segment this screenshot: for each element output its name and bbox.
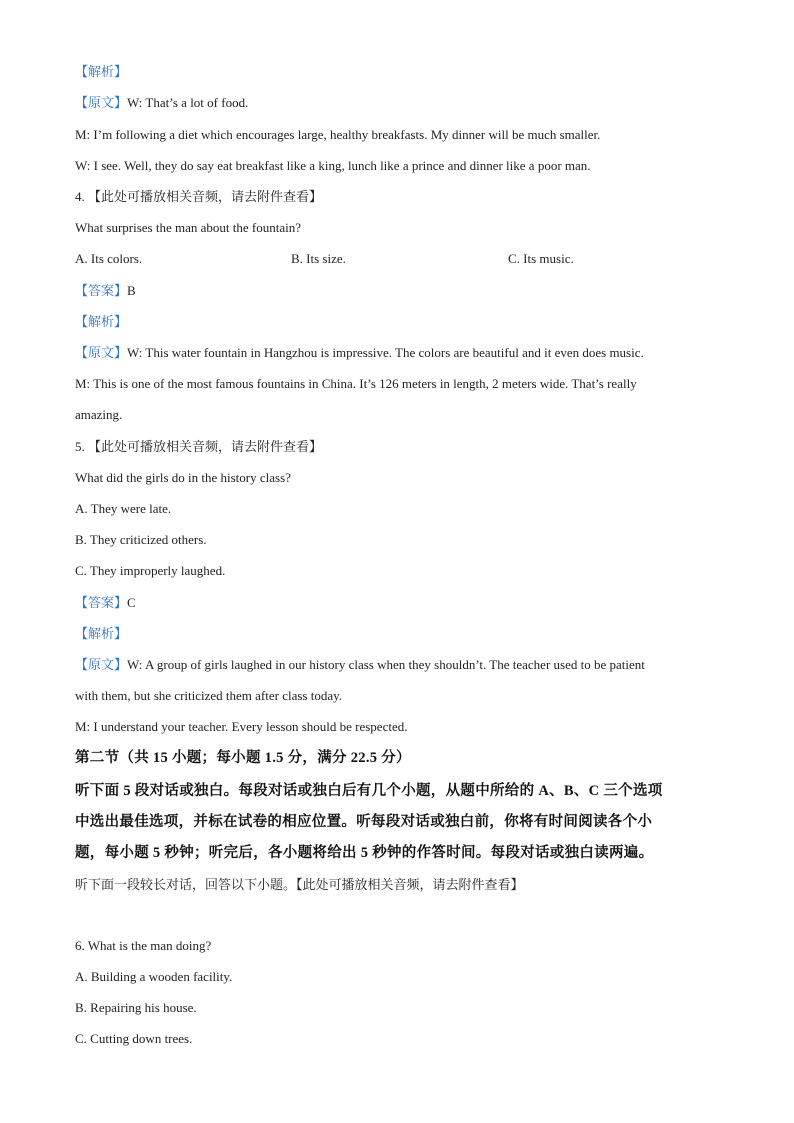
original-label: 【原文】 (75, 345, 128, 360)
option-a: A. Building a wooden facility. (75, 969, 233, 984)
option-c: C. Cutting down trees. (75, 1031, 193, 1046)
transcript-text: W: A group of girls laughed in our history class when they shouldn’t. The teacher used to be patient (127, 657, 645, 672)
transcript-line: M: I’m following a diet which encourages large, healthy breakfasts. My dinner will be much smaller. (75, 127, 601, 142)
answer-line (75, 594, 136, 612)
analysis-label: 【解析】 (75, 314, 128, 329)
transcript-line (75, 344, 644, 362)
transcript-line: with them, but she criticized them after class today. (75, 688, 343, 703)
option-b: B. They criticized others. (75, 532, 207, 547)
transcript-text: W: This water fountain in Hangzhou is impressive. The colors are beautiful and it even does music. (127, 345, 644, 360)
answer-label: 【答案】 (75, 595, 128, 610)
answer-line (75, 282, 136, 300)
question-text-6: 6. What is the man doing? (75, 938, 212, 953)
option-c: C. Its music. (508, 251, 574, 266)
option-a: A. They were late. (75, 501, 172, 516)
option-b: B. Repairing his house. (75, 1000, 197, 1015)
answer-value: B (127, 283, 136, 298)
section-instructions: 题，每小题 5 秒钟；听完后，各小题将给出 5 秒钟的作答时间。每段对话或独白读两遍。 (75, 845, 654, 861)
option-b: B. Its size. (291, 251, 346, 266)
transcript-line: M: This is one of the most famous fountains in China. It’s 126 meters in length, 2 meters wide. That’s really (75, 376, 637, 391)
section-instructions: 听下面 5 段对话或独白。每段对话或独白后有几个小题，从题中所给的 A、B、C 三个选项 (75, 783, 663, 799)
transcript-line (75, 656, 645, 674)
transcript-line (75, 94, 248, 112)
section-note: 听下面一段较长对话，回答以下小题。【此处可播放相关音频，请去附件查看】 (75, 877, 524, 892)
transcript-text: W: That’s a lot of food. (127, 95, 249, 110)
transcript-line: W: I see. Well, they do say eat breakfast like a king, lunch like a prince and dinner like a poor man. (75, 158, 591, 173)
question-text-4: What surprises the man about the fountain? (75, 220, 301, 235)
original-label: 【原文】 (75, 95, 128, 110)
transcript-line: amazing. (75, 407, 123, 422)
transcript-line: M: I understand your teacher. Every lesson should be respected. (75, 719, 408, 734)
answer-label: 【答案】 (75, 283, 128, 298)
section-title: 第二节（共 15 小题；每小题 1.5 分，满分 22.5 分） (75, 750, 411, 766)
analysis-label: 【解析】 (75, 64, 128, 79)
question-heading-4: 4. 【此处可播放相关音频，请去附件查看】 (75, 189, 323, 204)
answer-value: C (127, 595, 136, 610)
analysis-label: 【解析】 (75, 626, 128, 641)
original-label: 【原文】 (75, 657, 128, 672)
option-c: C. They improperly laughed. (75, 563, 226, 578)
option-a: A. Its colors. (75, 251, 143, 266)
question-heading-5: 5. 【此处可播放相关音频，请去附件查看】 (75, 439, 323, 454)
section-instructions: 中选出最佳选项，并标在试卷的相应位置。听每段对话或独白前，你将有时间阅读各个小 (75, 814, 653, 830)
question-text-5: What did the girls do in the history class? (75, 470, 291, 485)
